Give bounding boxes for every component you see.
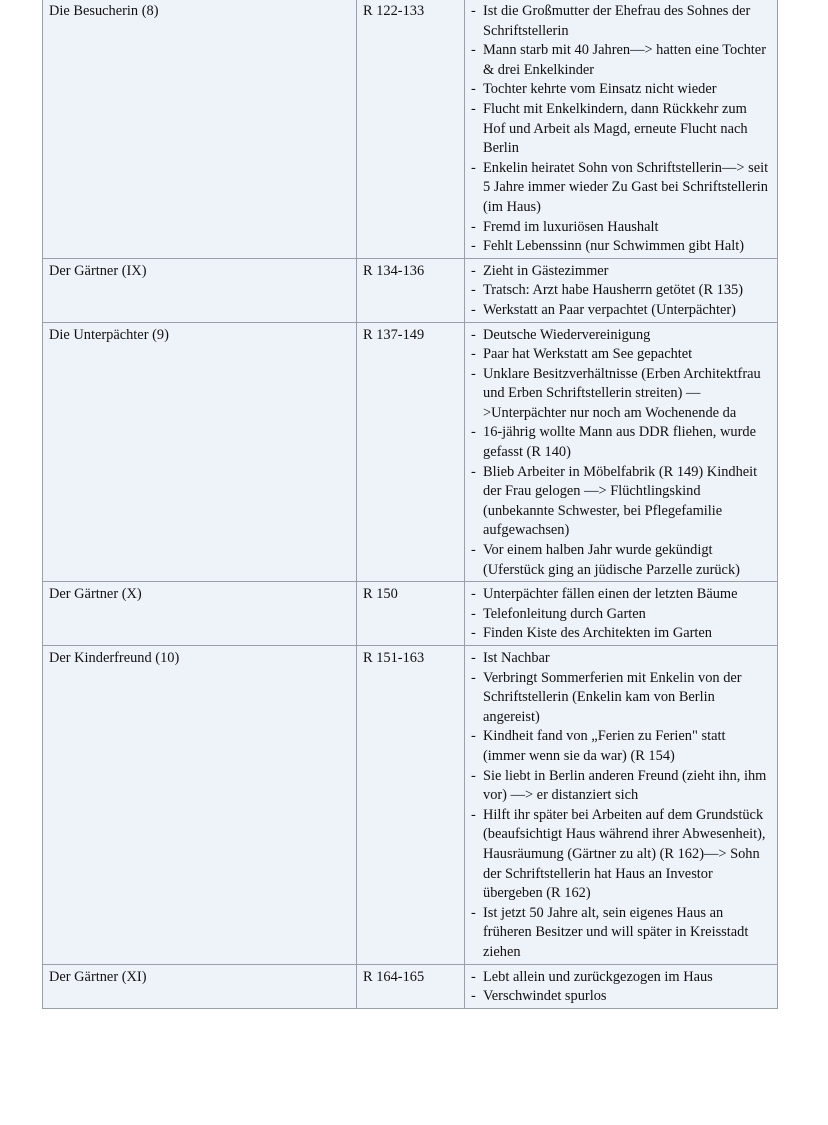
table-row	[43, 582, 778, 646]
table-row	[43, 0, 778, 258]
list-item: - Verschwindet spurlos	[471, 987, 771, 1007]
person-cell: Der Gärtner (X)	[43, 582, 357, 646]
list-item: - Ist die Großmutter der Ehefrau des Sohnes der Schriftstellerin	[471, 2, 771, 41]
table-row	[43, 964, 778, 1008]
list-item: - Fremd im luxuriösen Haushalt	[471, 218, 771, 238]
pages-cell: R 150	[357, 582, 465, 646]
list-item: - Tratsch: Arzt habe Hausherrn getötet (R 135)	[471, 281, 771, 301]
notes-cell	[465, 646, 778, 965]
person-cell: Der Gärtner (IX)	[43, 258, 357, 322]
table-row	[43, 646, 778, 965]
pages-cell: R 122-133	[357, 0, 465, 258]
list-item: - Unterpächter fällen einen der letzten Bäume	[471, 585, 771, 605]
notes-list	[471, 585, 771, 644]
person-cell: Die Unterpächter (9)	[43, 322, 357, 582]
table-body	[43, 0, 778, 1008]
list-item: - Ist Nachbar	[471, 649, 771, 669]
notes-list	[471, 326, 771, 581]
list-item: - Ist jetzt 50 Jahre alt, sein eigenes Haus an früheren Besitzer und will später in Kreisstadt ziehen	[471, 904, 771, 963]
notes-cell	[465, 322, 778, 582]
list-item: - Tochter kehrte vom Einsatz nicht wieder	[471, 80, 771, 100]
notes-list	[471, 2, 771, 257]
notes-cell	[465, 0, 778, 258]
list-item: - Deutsche Wiedervereinigung	[471, 326, 771, 346]
list-item: - Sie liebt in Berlin anderen Freund (zieht ihn, ihm vor) —> er distanziert sich	[471, 767, 771, 806]
person-cell: Der Kinderfreund (10)	[43, 646, 357, 965]
pages-cell: R 137-149	[357, 322, 465, 582]
list-item: - Blieb Arbeiter in Möbelfabrik (R 149) Kindheit der Frau gelogen —> Flüchtlingskind (unbekannte Schwester, bei Pflegefamilie aufgewachsen)	[471, 463, 771, 541]
list-item: - 16-jährig wollte Mann aus DDR fliehen, wurde gefasst (R 140)	[471, 423, 771, 462]
list-item: - Vor einem halben Jahr wurde gekündigt (Uferstück ging an jüdische Parzelle zurück)	[471, 541, 771, 580]
list-item: - Enkelin heiratet Sohn von Schriftstellerin—> seit 5 Jahre immer wieder Zu Gast bei Schriftstellerin (im Haus)	[471, 159, 771, 218]
list-item: - Lebt allein und zurückgezogen im Haus	[471, 968, 771, 988]
chapter-summary-table	[42, 0, 778, 1009]
notes-list	[471, 968, 771, 1007]
person-cell: Der Gärtner (XI)	[43, 964, 357, 1008]
pages-cell: R 164-165	[357, 964, 465, 1008]
list-item: - Zieht in Gästezimmer	[471, 262, 771, 282]
table-row	[43, 258, 778, 322]
person-cell: Die Besucherin (8)	[43, 0, 357, 258]
notes-list	[471, 649, 771, 963]
notes-cell	[465, 582, 778, 646]
list-item: - Paar hat Werkstatt am See gepachtet	[471, 345, 771, 365]
list-item: - Unklare Besitzverhältnisse (Erben Architektfrau und Erben Schriftstellerin streiten) —>Unterpächter nur noch am Wochenende da	[471, 365, 771, 424]
list-item: - Fehlt Lebenssinn (nur Schwimmen gibt Halt)	[471, 237, 771, 257]
pages-cell: R 151-163	[357, 646, 465, 965]
notes-cell	[465, 258, 778, 322]
list-item: - Werkstatt an Paar verpachtet (Unterpächter)	[471, 301, 771, 321]
list-item: - Telefonleitung durch Garten	[471, 605, 771, 625]
list-item: - Finden Kiste des Architekten im Garten	[471, 624, 771, 644]
notes-cell	[465, 964, 778, 1008]
notes-list	[471, 262, 771, 321]
list-item: - Hilft ihr später bei Arbeiten auf dem Grundstück (beaufsichtigt Haus während ihrer Abwesenheit), Hausräumung (Gärtner zu alt) (R 162)—> Sohn der Schriftstellerin hat Haus an Investor übergeben (R 162)	[471, 806, 771, 904]
pages-cell: R 134-136	[357, 258, 465, 322]
list-item: - Verbringt Sommerferien mit Enkelin von der Schriftstellerin (Enkelin kam von Berlin angereist)	[471, 669, 771, 728]
list-item: - Mann starb mit 40 Jahren—> hatten eine Tochter & drei Enkelkinder	[471, 41, 771, 80]
table-row	[43, 322, 778, 582]
list-item: - Kindheit fand von „Ferien zu Ferien" statt (immer wenn sie da war) (R 154)	[471, 727, 771, 766]
list-item: - Flucht mit Enkelkindern, dann Rückkehr zum Hof und Arbeit als Magd, erneute Flucht nach Berlin	[471, 100, 771, 159]
